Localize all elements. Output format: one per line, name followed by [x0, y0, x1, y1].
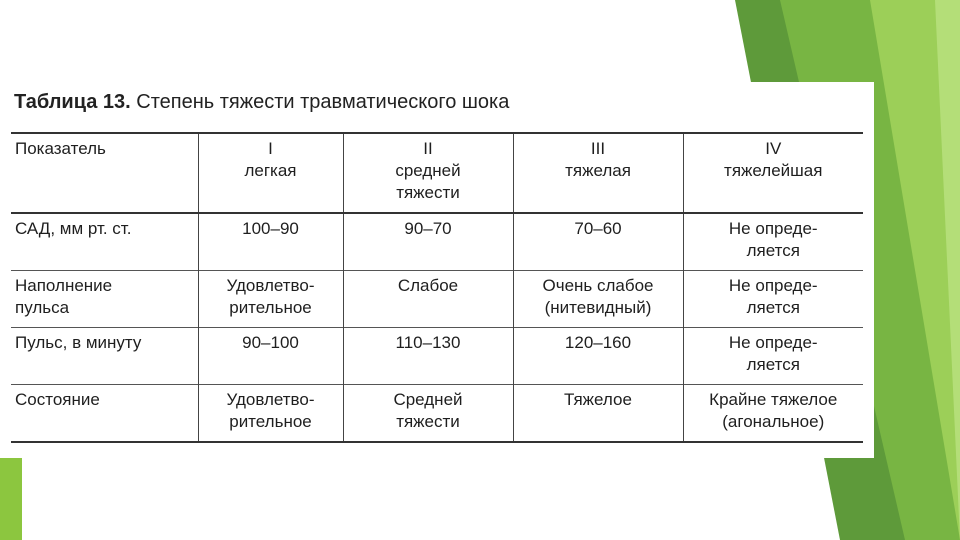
- cell-line: Пульс, в минуту: [15, 332, 142, 352]
- shock-severity-table: [11, 132, 863, 443]
- cell-line: III: [590, 139, 606, 158]
- table-cell: [198, 213, 343, 270]
- cell-line: 120–160: [564, 332, 632, 352]
- cell-line: Средней: [393, 389, 463, 409]
- cell-line: средней: [395, 161, 461, 180]
- table-row: [11, 384, 863, 442]
- cell-line: 110–130: [395, 332, 461, 352]
- cell-line: Крайне тяжелое: [709, 389, 838, 409]
- cell-line: (агональное): [722, 411, 825, 431]
- table-cell: [513, 384, 683, 442]
- cell-line: тяжелейшая: [724, 161, 823, 180]
- cell-line: тяжелая: [565, 161, 631, 180]
- header-indicator: [11, 133, 198, 213]
- header-row: [11, 133, 863, 213]
- cell-line: рительное: [229, 411, 312, 431]
- cell-line: Не опреде-: [728, 219, 818, 238]
- cell-line: Удовлетво-: [226, 389, 315, 409]
- cell-line: (нитевидный): [544, 297, 652, 317]
- table-cell: [343, 327, 513, 384]
- table-row: [11, 327, 863, 384]
- table-cell: [198, 327, 343, 384]
- table-row: [11, 270, 863, 327]
- table-cell: [683, 270, 863, 327]
- table-cell: [513, 213, 683, 270]
- row-label: [11, 384, 198, 442]
- table-cell: [513, 327, 683, 384]
- cell-line: Удовлетво-: [226, 275, 315, 295]
- cell-line: Наполнение: [15, 275, 113, 295]
- cell-line: Не опреде-: [728, 332, 818, 352]
- row-label: [11, 213, 198, 270]
- table-cell: [513, 270, 683, 327]
- cell-line: ляется: [746, 297, 800, 317]
- cell-line: Состояние: [15, 389, 100, 409]
- cell-line: Тяжелое: [564, 389, 632, 409]
- cell-line: тяжести: [396, 411, 460, 431]
- cell-line: Не опреде-: [728, 275, 818, 295]
- table-number: Таблица 13.: [14, 91, 131, 113]
- row-label: [11, 270, 198, 327]
- table-cell: [198, 384, 343, 442]
- table-title: [14, 91, 509, 114]
- cell-line: Слабое: [397, 275, 459, 295]
- cell-line: Показатель: [15, 139, 106, 158]
- cell-line: рительное: [229, 297, 312, 317]
- cell-line: IV: [765, 139, 782, 158]
- cell-line: ляется: [746, 354, 800, 374]
- cell-line: 90–100: [242, 332, 299, 352]
- header-degree: [198, 133, 343, 213]
- table-row: [11, 213, 863, 270]
- cell-line: I: [268, 139, 273, 158]
- cell-line: 90–70: [404, 219, 452, 238]
- cell-line: Очень слабое: [542, 275, 654, 295]
- table-cell: [343, 213, 513, 270]
- cell-line: тяжести: [396, 183, 460, 202]
- table-cell: [683, 384, 863, 442]
- table-cell: [343, 384, 513, 442]
- cell-line: пульса: [15, 297, 70, 317]
- row-label: [11, 327, 198, 384]
- left-accent-bar: [0, 458, 22, 540]
- cell-line: 70–60: [574, 219, 622, 238]
- table-cell: [683, 213, 863, 270]
- table-cell: [343, 270, 513, 327]
- cell-line: II: [423, 139, 433, 158]
- header-degree: [343, 133, 513, 213]
- header-degree: [683, 133, 863, 213]
- cell-line: САД, мм рт. ст.: [15, 219, 132, 238]
- cell-line: легкая: [244, 161, 297, 180]
- table-header: [11, 133, 863, 213]
- table-cell: [683, 327, 863, 384]
- table-body: [11, 213, 863, 442]
- cell-line: ляется: [746, 241, 800, 260]
- cell-line: 100–90: [242, 219, 299, 238]
- table-cell: [198, 270, 343, 327]
- table-card: [6, 82, 874, 458]
- header-degree: [513, 133, 683, 213]
- table-caption: Степень тяжести травматического шока: [136, 91, 510, 113]
